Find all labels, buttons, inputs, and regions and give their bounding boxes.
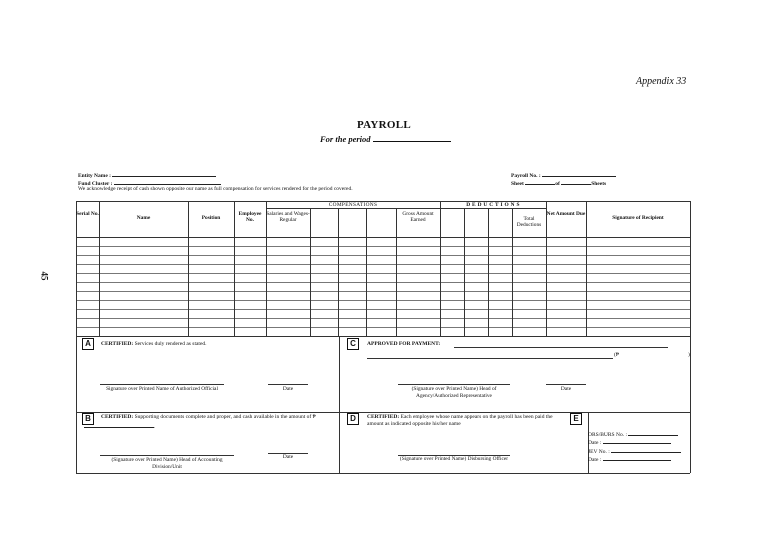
col-serial-header: Serial No. [76,211,99,217]
box-a-letter: A [82,338,94,350]
e-date1-label: Date : [588,440,602,446]
e-jev-label: JEV No. : [588,449,610,455]
e-date1-row [588,437,671,446]
cert-a-date: Date [282,386,294,392]
col-gross-header: Gross Amount Earned [402,211,434,224]
deductions-group-header: D E D U C T I O N S [466,202,520,208]
entity-name-label: Entity Name : [78,173,111,179]
cert-d-body: Each employee whose name appears on the payroll has been paid the amount as indicated opposite his/her name [367,414,553,428]
e-date2-row [588,454,671,463]
cert-d-text [367,414,567,429]
e-date2-label: Date : [588,457,602,463]
cert-a-text [101,341,207,347]
e-ors-field[interactable] [628,429,678,436]
sheets-label: Sheets [591,181,607,187]
cert-a-signature: Signature over Printed Name of Authorized Official [106,386,218,392]
box-e-letter: E [570,413,582,425]
cert-b-text: CERTIFIED: Supporting documents complete and proper, and cash available in the amount of ₱. [84,414,334,432]
payroll-no-label: Payroll No. : [511,173,541,179]
col-name-header: Name [136,215,151,221]
page-number: 45 [39,271,50,281]
sheet-label: Sheet [511,181,524,187]
cert-c-peso: (₱ [614,352,619,358]
col-total-deductions-header: Total Deductions [516,216,542,229]
box-c-letter: C [347,338,359,350]
cert-a-body: Services duly rendered as stated. [134,341,207,347]
e-date1-field[interactable] [603,437,671,444]
e-ors-label: ORS/BURS No. : [588,432,627,438]
col-signature-header: Signature of Recipient [612,215,664,221]
cert-b-signature: (Signature over Printed Name) Head of Accounting Division/Unit [111,457,223,470]
acknowledgement-text: We acknowledge receipt of cash shown opposite our name as full compensation for services rendered for the period covered. [78,186,353,192]
cert-a-bold: CERTIFIED: [101,341,134,347]
compensations-group-header: COMPENSATIONS [328,202,378,208]
of-label: of [555,181,560,187]
cert-c-close: ) [688,352,690,358]
period-text: For the period [320,134,371,144]
box-d-letter: D [347,413,359,425]
cert-b-date: Date [282,454,294,460]
cert-b-amount-field[interactable] [84,421,154,428]
cert-c-approved: APPROVED FOR PAYMENT: [367,341,441,347]
e-jev-field[interactable] [611,446,681,453]
col-employee-no-header: Employee No. [238,211,262,224]
cert-b-bold: CERTIFIED: [101,414,134,420]
appendix-label: Appendix 33 [636,76,687,87]
col-salaries-header: Salaries and Wages-Regular [266,211,310,224]
page-title: PAYROLL [356,119,412,131]
cert-b-body: Supporting documents complete and proper, and cash available in the amount of ₱ [134,414,316,420]
cert-c-date: Date [560,386,572,392]
col-net-amount-header: Net Amount Due [546,211,586,217]
cert-d-bold: CERTIFIED: [367,414,400,420]
cert-c-signature: (Signature over Printed Name) Head of Agency/Authorized Representative [411,386,497,399]
box-b-letter: B [82,413,94,425]
e-date2-field[interactable] [603,454,671,461]
col-position-header: Position [201,215,221,221]
fund-cluster-label: Fund Cluster : [78,181,113,187]
cert-d-signature: (Signature over Printed Name) Disbursing Officer [399,456,509,462]
